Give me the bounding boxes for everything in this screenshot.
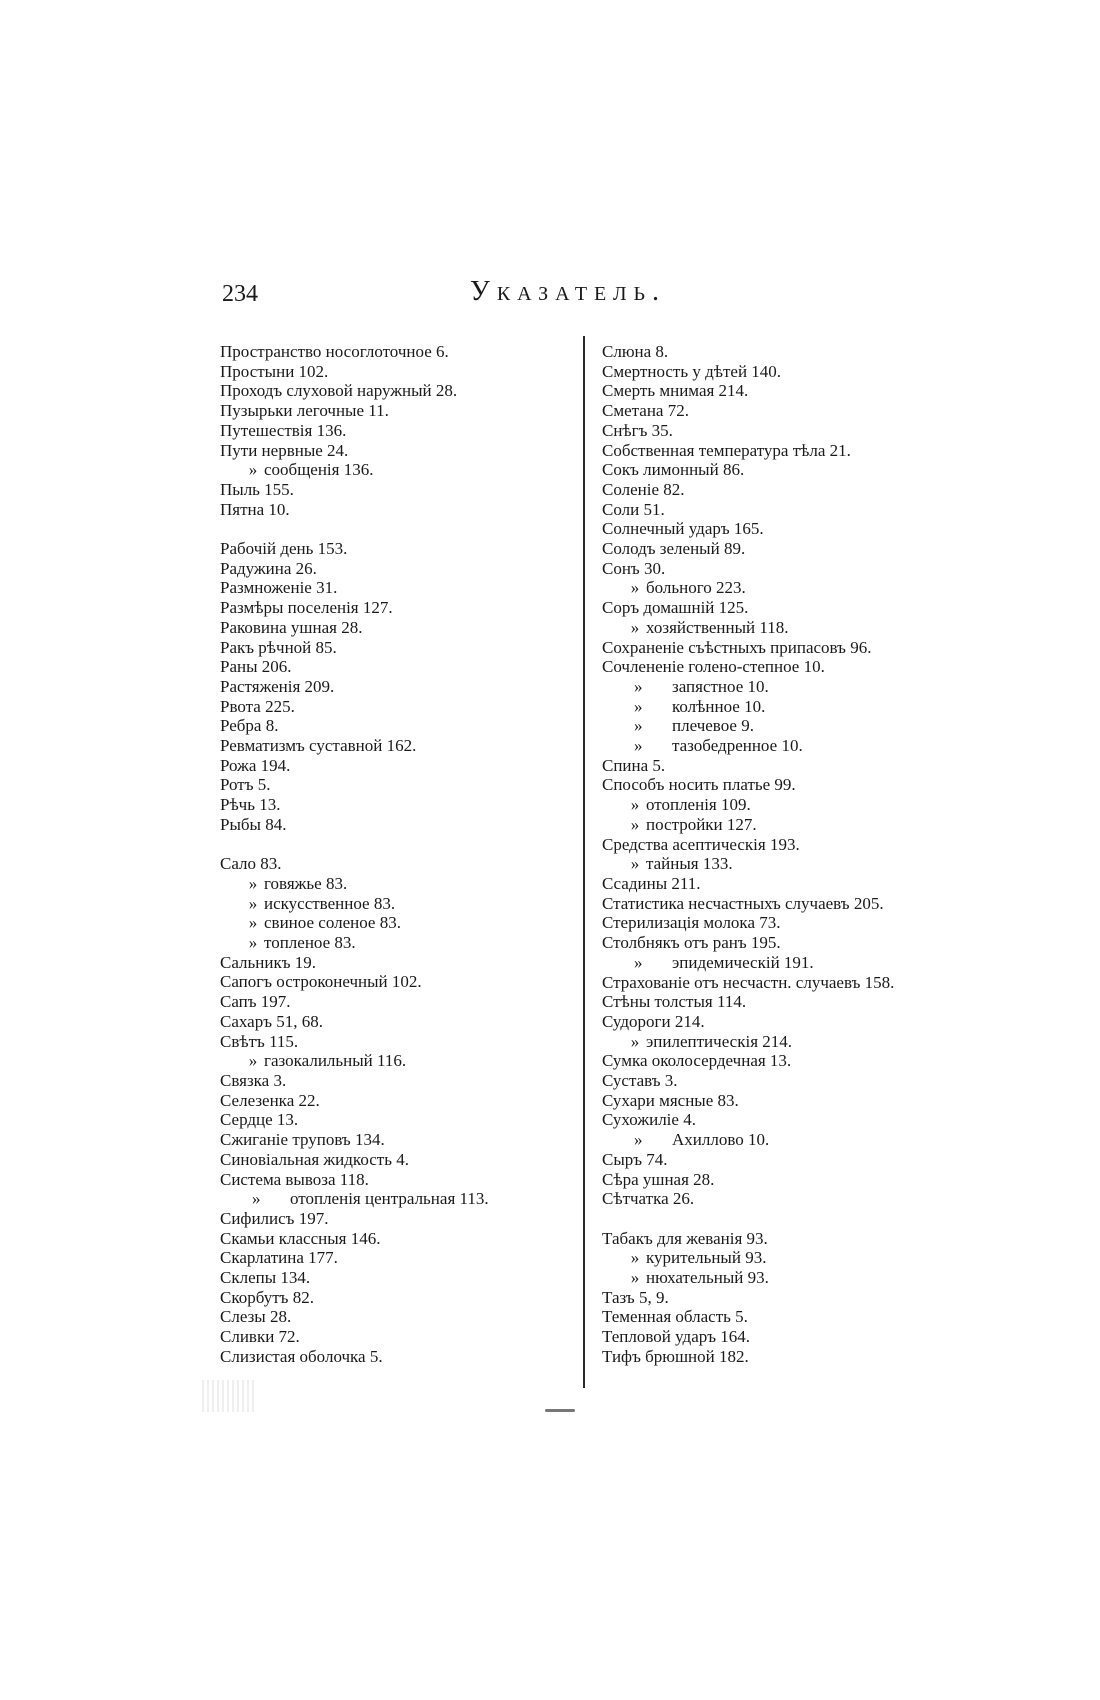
index-entry — [220, 598, 560, 618]
index-entry — [220, 1327, 560, 1347]
index-entry-text: Ссадины 211. — [602, 873, 701, 893]
column-divider — [583, 336, 585, 1388]
index-entry-text: Соли 51. — [602, 499, 665, 519]
index-entry — [602, 1229, 972, 1249]
index-entry-text: Рабочій день 153. — [220, 539, 348, 559]
index-entry-text: сообщенія 136. — [264, 460, 374, 480]
index-entry — [220, 697, 560, 717]
index-entry — [602, 559, 972, 579]
ditto-mark: » — [630, 854, 640, 874]
index-entry-text: Слюна 8. — [602, 342, 669, 361]
index-entry — [602, 598, 972, 618]
index-entry-text: Синовіальная жидкость 4. — [220, 1149, 409, 1169]
index-entry — [602, 441, 972, 461]
index-entry-text: газокалильный 116. — [264, 1051, 407, 1071]
index-entry-text: Табакъ для жеванія 93. — [602, 1228, 768, 1248]
index-entry-text: Средства асептическія 193. — [602, 834, 800, 854]
index-entry-text: Раны 206. — [220, 657, 292, 677]
ditto-mark: » — [248, 873, 258, 893]
index-entry-text: Простыни 102. — [220, 361, 329, 381]
index-entry-text: Рѣчь 13. — [220, 795, 281, 815]
index-entry-text: Смерть мнимая 214. — [602, 381, 749, 401]
ditto-mark: » — [248, 893, 258, 913]
ditto-mark: » — [630, 1268, 640, 1288]
index-entry — [602, 342, 972, 362]
index-entry-text: Пузырьки легочные 11. — [220, 401, 389, 421]
index-entry — [602, 775, 972, 795]
index-entry — [220, 1170, 560, 1190]
index-entry — [602, 1189, 972, 1209]
ditto-mark: » — [630, 1248, 640, 1268]
index-entry — [220, 874, 560, 894]
ditto-mark: » — [248, 460, 258, 480]
section-gap — [602, 1209, 972, 1229]
index-entry-text: Сонъ 30. — [602, 558, 666, 578]
index-entry — [220, 657, 560, 677]
index-entry-text: Радужина 26. — [220, 558, 317, 578]
ditto-mark: » — [248, 933, 258, 953]
scan-smudge — [202, 1380, 254, 1412]
ditto-mark: » — [634, 736, 643, 756]
index-entry-text: Сахаръ 51, 68. — [220, 1011, 323, 1031]
ditto-mark: » — [634, 952, 643, 972]
index-entry — [220, 992, 560, 1012]
index-entry — [220, 1209, 560, 1229]
index-entry-text: Размѣры поселенія 127. — [220, 598, 393, 618]
index-entry-text: Сѣра ушная 28. — [602, 1169, 715, 1189]
index-entry-text: Солнечный ударъ 165. — [602, 519, 764, 539]
index-entry-text: Солодъ зеленый 89. — [602, 539, 746, 559]
ditto-mark: » — [634, 716, 643, 736]
index-entry — [220, 401, 560, 421]
index-entry — [602, 874, 972, 894]
index-entry-text: Статистика несчастныхъ случаевъ 205. — [602, 893, 884, 913]
index-entry-text: Сальникъ 19. — [220, 952, 317, 972]
index-entry — [220, 736, 560, 756]
running-title: Указатель. — [470, 276, 667, 307]
index-entry — [220, 953, 560, 973]
index-entry — [602, 1012, 972, 1032]
index-entry-text: Сокъ лимонный 86. — [602, 460, 745, 480]
index-entry — [220, 815, 560, 835]
index-entry — [602, 519, 972, 539]
index-entry-text: Сохраненіе съѣстныхъ припасовъ 96. — [602, 637, 872, 657]
index-entry — [602, 1091, 972, 1111]
index-entry — [220, 1189, 560, 1209]
index-entry-text: Сметана 72. — [602, 401, 689, 421]
index-entry — [602, 973, 972, 993]
index-entry — [220, 578, 560, 598]
index-entry — [602, 539, 972, 559]
index-entry-text: Сѣтчатка 26. — [602, 1189, 695, 1209]
ditto-mark: » — [630, 617, 640, 637]
ditto-mark: » — [630, 1031, 640, 1051]
index-column-left — [220, 342, 560, 1367]
index-entry — [602, 1327, 972, 1347]
index-entry — [602, 1268, 972, 1288]
index-entry — [220, 362, 560, 382]
index-entry — [220, 933, 560, 953]
index-entry-text: Сливки 72. — [220, 1327, 300, 1347]
index-entry-text: запястное 10. — [672, 676, 769, 696]
index-entry-text: эпидемическій 191. — [672, 952, 814, 972]
index-entry — [220, 1307, 560, 1327]
index-entry — [602, 854, 972, 874]
index-entry — [602, 1032, 972, 1052]
index-entry-text: Сало 83. — [220, 854, 282, 874]
index-entry — [602, 933, 972, 953]
index-entry — [220, 460, 560, 480]
index-entry — [602, 618, 972, 638]
index-entry — [220, 972, 560, 992]
index-entry — [602, 1071, 972, 1091]
index-entry — [602, 1307, 972, 1327]
index-entry — [220, 1012, 560, 1032]
ink-mark — [545, 1409, 575, 1412]
index-entry-text: Скорбутъ 82. — [220, 1287, 314, 1307]
index-entry — [602, 460, 972, 480]
index-entry-text: курительный 93. — [646, 1248, 767, 1268]
index-entry-text: Смертность у дѣтей 140. — [602, 361, 782, 381]
index-entry — [220, 1091, 560, 1111]
index-entry — [602, 1248, 972, 1268]
index-entry — [220, 775, 560, 795]
index-entry — [602, 1110, 972, 1130]
index-entry-text: тазобедренное 10. — [672, 736, 803, 756]
ditto-mark: » — [252, 1189, 261, 1209]
index-entry-text: топленое 83. — [264, 933, 356, 953]
page-number: 234 — [222, 281, 258, 307]
index-entry-text: Теменная область 5. — [602, 1307, 748, 1327]
ditto-mark: » — [248, 913, 258, 933]
index-entry — [220, 1347, 560, 1367]
index-entry-text: Селезенка 22. — [220, 1090, 320, 1110]
index-entry — [602, 381, 972, 401]
index-entry-text: Свѣтъ 115. — [220, 1031, 299, 1051]
index-entry-text: Тифъ брюшной 182. — [602, 1346, 749, 1366]
index-entry — [220, 421, 560, 441]
index-entry-text: эпилептическія 214. — [646, 1031, 793, 1051]
index-entry-text: Раковина ушная 28. — [220, 617, 363, 637]
index-entry-text: Снѣгъ 35. — [602, 420, 673, 440]
index-entry-text: Слизистая оболочка 5. — [220, 1346, 383, 1366]
index-entry — [220, 1130, 560, 1150]
index-entry — [220, 677, 560, 697]
index-entry-text: Скамьи классныя 146. — [220, 1228, 381, 1248]
section-gap — [220, 519, 560, 539]
index-entry — [220, 381, 560, 401]
index-entry-text: Пыль 155. — [220, 479, 294, 499]
index-entry-text: Тазъ 5, 9. — [602, 1287, 669, 1307]
index-entry — [602, 736, 972, 756]
index-entry — [602, 578, 972, 598]
index-entry-text: Сыръ 74. — [602, 1149, 668, 1169]
ditto-mark: » — [630, 578, 640, 598]
index-entry-text: постройки 127. — [646, 814, 757, 834]
index-entry-text: Рвота 225. — [220, 696, 295, 716]
ditto-mark: » — [630, 814, 640, 834]
index-entry — [602, 835, 972, 855]
index-entry-text: Сифилисъ 197. — [220, 1208, 329, 1228]
index-entry-text: Сердце 13. — [220, 1110, 299, 1130]
index-entry-text: колѣнное 10. — [672, 696, 766, 716]
index-entry — [602, 815, 972, 835]
index-entry-text: Стѣны толстыя 114. — [602, 992, 747, 1012]
index-entry-text: Соленіе 82. — [602, 479, 685, 499]
index-entry — [220, 500, 560, 520]
index-entry-text: Ракъ рѣчной 85. — [220, 637, 337, 657]
index-entry — [220, 1110, 560, 1130]
index-entry-text: искусственное 83. — [264, 893, 396, 913]
index-entry — [220, 854, 560, 874]
index-entry-text: Способъ носить платье 99. — [602, 775, 796, 795]
ditto-mark: » — [248, 1051, 258, 1071]
ditto-mark: » — [634, 676, 643, 696]
index-entry — [602, 992, 972, 1012]
index-entry-text: Ревматизмъ суставной 162. — [220, 736, 417, 756]
index-entry-text: Ротъ 5. — [220, 775, 271, 795]
index-entry — [602, 638, 972, 658]
index-entry-text: Сумка околосердечная 13. — [602, 1051, 792, 1071]
index-entry — [220, 441, 560, 461]
index-entry-text: Склепы 134. — [220, 1268, 311, 1288]
index-entry — [602, 953, 972, 973]
index-entry-text: нюхательный 93. — [646, 1268, 769, 1288]
index-entry-text: Сухари мясные 83. — [602, 1090, 739, 1110]
index-entry-text: Суставъ 3. — [602, 1071, 678, 1091]
index-entry — [602, 1347, 972, 1367]
index-entry — [602, 795, 972, 815]
index-entry — [602, 756, 972, 776]
index-entry — [602, 1150, 972, 1170]
index-entry-text: Сухожиліе 4. — [602, 1110, 696, 1130]
index-entry-text: Соръ домашній 125. — [602, 598, 749, 618]
index-entry-text: Пути нервные 24. — [220, 440, 349, 460]
index-entry — [220, 1150, 560, 1170]
ditto-mark: » — [630, 795, 640, 815]
index-entry — [602, 894, 972, 914]
index-entry — [602, 913, 972, 933]
index-entry — [220, 913, 560, 933]
index-entry — [602, 1130, 972, 1150]
index-entry — [220, 1288, 560, 1308]
index-column-right — [602, 342, 972, 1367]
index-entry-text: отопленія 109. — [646, 795, 751, 815]
index-entry-text: Растяженія 209. — [220, 676, 335, 696]
index-entry-text: Путешествія 136. — [220, 420, 347, 440]
index-entry — [220, 1268, 560, 1288]
index-entry — [602, 500, 972, 520]
index-entry-text: тайныя 133. — [646, 854, 733, 874]
index-entry — [220, 795, 560, 815]
index-entry-text: Пространство носоглоточное 6. — [220, 342, 449, 361]
index-entry — [602, 677, 972, 697]
index-entry — [220, 559, 560, 579]
index-entry-text: Рожа 194. — [220, 755, 291, 775]
index-entry-text: Стерилизація молока 73. — [602, 913, 781, 933]
index-entry — [220, 342, 560, 362]
index-entry-text: Размноженіе 31. — [220, 578, 338, 598]
index-entry — [602, 716, 972, 736]
index-entry-text: хозяйственный 118. — [646, 617, 789, 637]
index-entry — [602, 362, 972, 382]
index-entry-text: Сжиганіе труповъ 134. — [220, 1130, 385, 1150]
index-entry — [220, 480, 560, 500]
index-entry — [220, 716, 560, 736]
index-entry-text: Столбнякъ отъ ранъ 195. — [602, 933, 781, 953]
index-entry — [602, 1288, 972, 1308]
index-entry-text: Сапъ 197. — [220, 992, 291, 1012]
index-entry-text: Сапогъ остроконечный 102. — [220, 972, 422, 992]
index-entry-text: Тепловой ударъ 164. — [602, 1327, 751, 1347]
ditto-mark: » — [634, 696, 643, 716]
index-entry-text: плечевое 9. — [672, 716, 754, 736]
index-entry-text: Пятна 10. — [220, 499, 290, 519]
index-entry-text: Проходъ слуховой наружный 28. — [220, 381, 458, 401]
section-gap — [220, 835, 560, 855]
index-entry — [602, 657, 972, 677]
index-entry-text: Ребра 8. — [220, 716, 279, 736]
ditto-mark: » — [634, 1130, 643, 1150]
index-entry — [220, 1071, 560, 1091]
index-entry — [602, 480, 972, 500]
index-entry-text: Судороги 214. — [602, 1011, 705, 1031]
index-entry-text: свиное соленое 83. — [264, 913, 401, 933]
index-entry-text: Сочлененіе голено-степное 10. — [602, 657, 825, 677]
index-entry — [602, 1051, 972, 1071]
index-entry — [220, 638, 560, 658]
index-entry-text: Рыбы 84. — [220, 814, 287, 834]
index-entry-text: отопленія центральная 113. — [290, 1189, 489, 1209]
index-entry-text: Ахиллово 10. — [672, 1130, 770, 1150]
index-entry — [220, 1229, 560, 1249]
index-entry — [602, 401, 972, 421]
index-entry — [220, 618, 560, 638]
index-entry — [602, 1170, 972, 1190]
index-entry — [220, 894, 560, 914]
index-entry — [220, 539, 560, 559]
index-entry — [220, 1051, 560, 1071]
index-entry-text: Система вывоза 118. — [220, 1169, 369, 1189]
index-entry-text: Спина 5. — [602, 755, 666, 775]
index-entry-text: Слезы 28. — [220, 1307, 292, 1327]
index-entry-text: Скарлатина 177. — [220, 1248, 338, 1268]
index-entry — [220, 756, 560, 776]
index-entry — [602, 421, 972, 441]
index-entry-text: говяжье 83. — [264, 873, 348, 893]
index-entry-text: Собственная температура тѣла 21. — [602, 440, 851, 460]
index-entry — [220, 1032, 560, 1052]
index-entry-text: Связка 3. — [220, 1070, 287, 1090]
index-entry — [602, 697, 972, 717]
index-entry-text: Страхованіе отъ несчастн. случаевъ 158. — [602, 972, 895, 992]
index-entry — [220, 1248, 560, 1268]
index-entry-text: больного 223. — [646, 578, 746, 598]
